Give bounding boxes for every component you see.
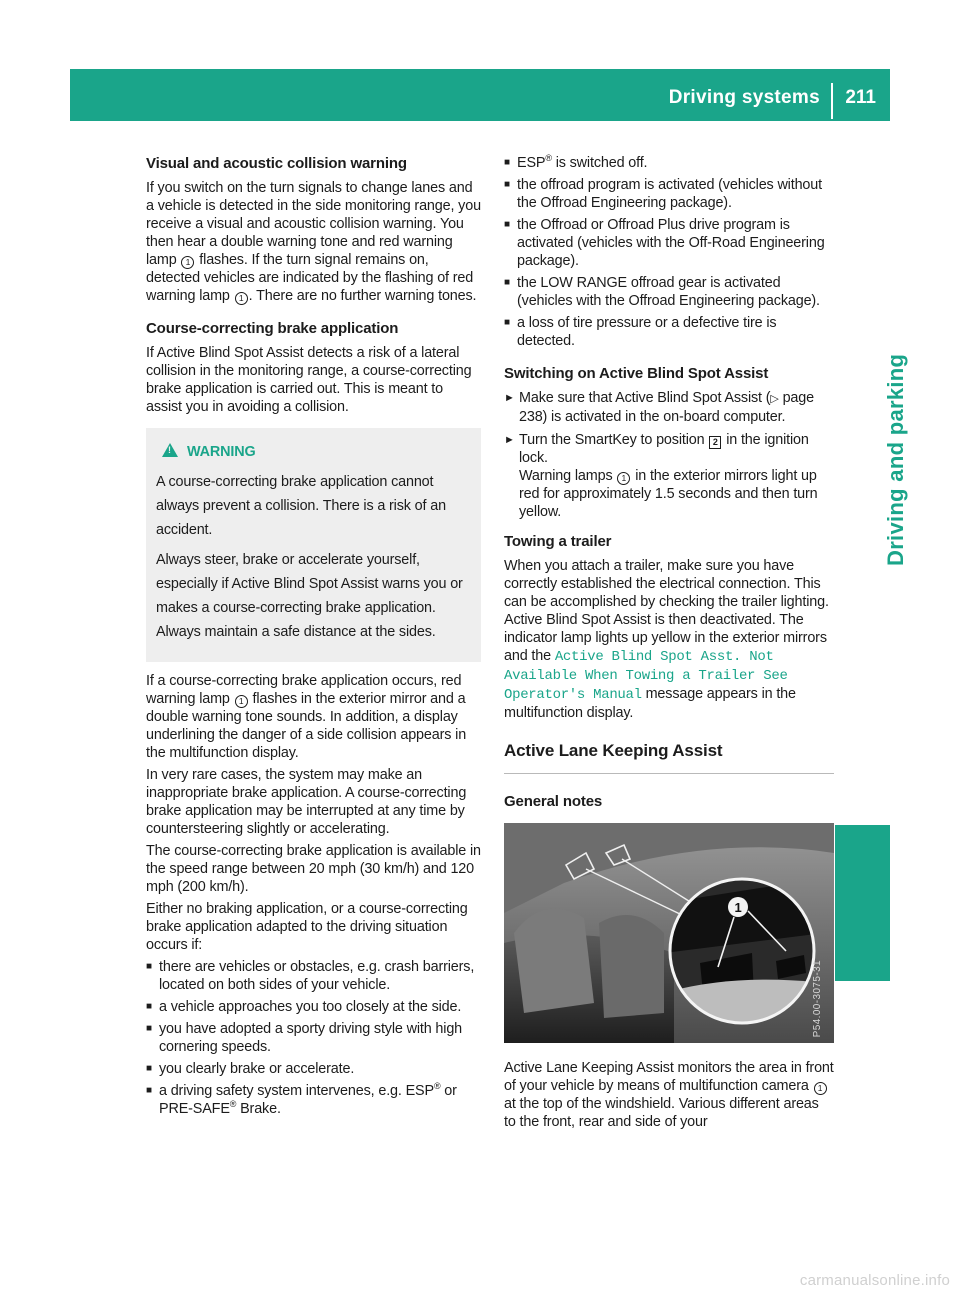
heading-collision-warning: Visual and acoustic collision warning xyxy=(146,155,407,172)
paragraph-conditions: Either no braking application, or a course-correcting brake application adapted to the driving situation occurs if: xyxy=(146,901,468,953)
paragraph-collision-warning xyxy=(146,179,481,305)
text: a driving safety system intervenes, e.g. ESP xyxy=(159,1083,434,1099)
instruction-step xyxy=(504,389,834,426)
image-code: P54.00-3075-31 xyxy=(812,959,823,1037)
text: Warning lamps xyxy=(519,468,617,484)
text: at the top of the windshield. Various different areas to the front, rear and side of your xyxy=(504,1096,819,1130)
bullet-icon: ■ xyxy=(504,317,510,328)
text: flashes in the exterior mirror and a double warning tone sounds. In addition, a display underlining the danger of a side collision appears in the multifunction display. xyxy=(146,691,467,761)
bullet-icon: ■ xyxy=(146,961,152,972)
text: If you switch on the turn signals to change lanes and a vehicle is detected in the side monitoring range, you receive a visual and acoustic collision warning. You then hear a double warning tone and red warning lamp xyxy=(146,180,481,268)
right-column xyxy=(504,154,834,1135)
section-side-tab xyxy=(835,121,908,981)
warning-lamp-icon: 1 xyxy=(235,292,248,305)
display-message: Active Blind Spot Asst. Not Available When Towing a Trailer See Operator's Manual xyxy=(504,649,788,703)
warning-text-1: A course-correcting brake application cannot always prevent a collision. There is a risk of an accident. xyxy=(156,474,446,538)
header-separator xyxy=(831,83,833,119)
text: page 238) is activated in the on-board computer. xyxy=(519,390,814,425)
warning-lamp-icon: 1 xyxy=(617,472,630,485)
text: flashes. If the turn signal remains on, detected vehicles are indicated by the flashing of red warning lamp xyxy=(146,252,474,304)
list-item xyxy=(146,1020,481,1056)
list-item xyxy=(504,216,834,270)
warning-box xyxy=(146,428,481,662)
heading-brake-application: Course-correcting brake application xyxy=(146,320,399,337)
step-arrow-icon: ► xyxy=(504,434,515,446)
paragraph-towing xyxy=(504,557,834,722)
bullet-icon: ■ xyxy=(504,277,510,288)
instruction-step xyxy=(504,431,834,521)
heading-general-notes: General notes xyxy=(504,793,603,810)
warning-label: WARNING xyxy=(187,444,256,460)
step-arrow-icon: ► xyxy=(504,392,515,404)
chapter-title: Driving systems xyxy=(668,87,820,108)
list-item-text: you clearly brake or accelerate. xyxy=(159,1061,355,1077)
warning-lamp-icon: 1 xyxy=(235,695,248,708)
warning-triangle-icon xyxy=(162,443,178,457)
text: is switched off. xyxy=(551,155,648,171)
text: in the ignition lock. xyxy=(519,432,809,466)
list-item-text: the offroad program is activated (vehicles without the Offroad Engineering package). xyxy=(517,177,822,211)
warning-text-2: Always steer, brake or accelerate yourself, especially if Active Blind Spot Assist warns you or makes a course-correcting brake application. Always maintain a safe distance at the sides. xyxy=(156,552,463,640)
registered-mark: ® xyxy=(545,153,552,163)
heading-switching-on: Switching on Active Blind Spot Assist xyxy=(504,365,769,382)
text: . There are no further warning tones. xyxy=(248,288,477,304)
text: Active Lane Keeping Assist monitors the area in front of your vehicle by means of multifunction camera xyxy=(504,1060,834,1094)
bullet-icon: ■ xyxy=(504,219,510,230)
list-item-text: a vehicle approaches you too closely at the side. xyxy=(159,999,462,1015)
paragraph-speed-range: The course-correcting brake application is available in the speed range between 20 mph (30 km/h) and 120 mph (200 km/h). xyxy=(146,843,481,895)
paragraph-lane-keeping xyxy=(504,1059,834,1131)
bullet-icon: ■ xyxy=(146,1001,152,1012)
page-number: 211 xyxy=(845,87,876,108)
section-label: Driving and parking xyxy=(883,353,908,566)
text: Make sure that Active Blind Spot Assist ( xyxy=(519,390,771,406)
text: Turn the SmartKey to position xyxy=(519,432,709,448)
heading-towing: Towing a trailer xyxy=(504,533,612,550)
registered-mark: ® xyxy=(433,1081,441,1091)
bullet-icon: ■ xyxy=(146,1085,152,1096)
bullet-icon: ■ xyxy=(146,1063,152,1074)
page-reference-icon: ▷ xyxy=(770,393,779,405)
list-item xyxy=(504,274,834,310)
bullet-icon: ■ xyxy=(504,179,510,190)
text: or PRE-SAFE xyxy=(159,1083,457,1117)
list-item xyxy=(146,958,481,994)
conditions-list-continued xyxy=(504,154,834,350)
list-item xyxy=(504,176,834,212)
list-item xyxy=(146,998,481,1016)
paragraph-brake-application: If Active Blind Spot Assist detects a risk of a lateral collision in the monitoring range, a course-correcting brake application is carried out. This is meant to assist you in avoiding a collision. xyxy=(146,345,472,415)
text: If a course-correcting brake application occurs, red warning lamp xyxy=(146,673,462,707)
camera-marker-icon: 1 xyxy=(814,1082,827,1095)
registered-mark: ® xyxy=(229,1099,237,1109)
list-item xyxy=(146,1060,481,1078)
camera-illustration xyxy=(504,823,834,1043)
bullet-icon: ■ xyxy=(146,1023,152,1034)
text: Brake. xyxy=(236,1101,281,1117)
list-item-text: you have adopted a sporty driving style with high cornering speeds. xyxy=(159,1021,463,1055)
heading-lane-keeping: Active Lane Keeping Assist xyxy=(504,740,834,774)
list-item xyxy=(146,1082,481,1118)
page-header xyxy=(70,69,890,121)
list-item-text: the LOW RANGE offroad gear is activated (vehicles with the Offroad Engineering package). xyxy=(517,275,820,309)
left-column xyxy=(146,154,481,1122)
list-item-text: the Offroad or Offroad Plus drive program is activated (vehicles with the Off-Road Engineering package). xyxy=(517,217,825,269)
warning-lamp-icon: 1 xyxy=(181,256,194,269)
list-item-text: a loss of tire pressure or a defective tire is detected. xyxy=(517,315,777,349)
text: When you attach a trailer, make sure you have correctly established the electrical connection. This can be accomplished by checking the trailer lighting. Active Blind Spot Assist is then deactivated. The indicator lamp lights up yellow in the exterior mirrors and the xyxy=(504,558,829,664)
watermark: carmanualsonline.info xyxy=(799,1272,950,1289)
text: in the exterior mirrors light up red for approximately 1.5 seconds and then turn yellow. xyxy=(519,468,818,520)
list-item xyxy=(504,314,834,350)
list-item-text: there are vehicles or obstacles, e.g. crash barriers, located on both sides of your vehicle. xyxy=(159,959,475,993)
windshield-camera-photo xyxy=(504,823,834,1043)
bullet-icon: ■ xyxy=(504,157,510,168)
list-item xyxy=(504,154,834,172)
text: message appears in the multifunction display. xyxy=(504,686,796,721)
key-position-icon: 2 xyxy=(709,436,721,449)
paragraph-rare-cases: In very rare cases, the system may make an inappropriate brake application. A course-correcting brake application may be interrupted at any time by countersteering slightly or accelerating. xyxy=(146,767,467,837)
callout-number: 1 xyxy=(734,900,742,915)
warning-heading xyxy=(156,440,473,464)
text: ESP xyxy=(517,155,546,171)
conditions-list xyxy=(146,958,481,1118)
paragraph-brake-occurs xyxy=(146,672,481,762)
section-tab-block xyxy=(835,825,890,981)
